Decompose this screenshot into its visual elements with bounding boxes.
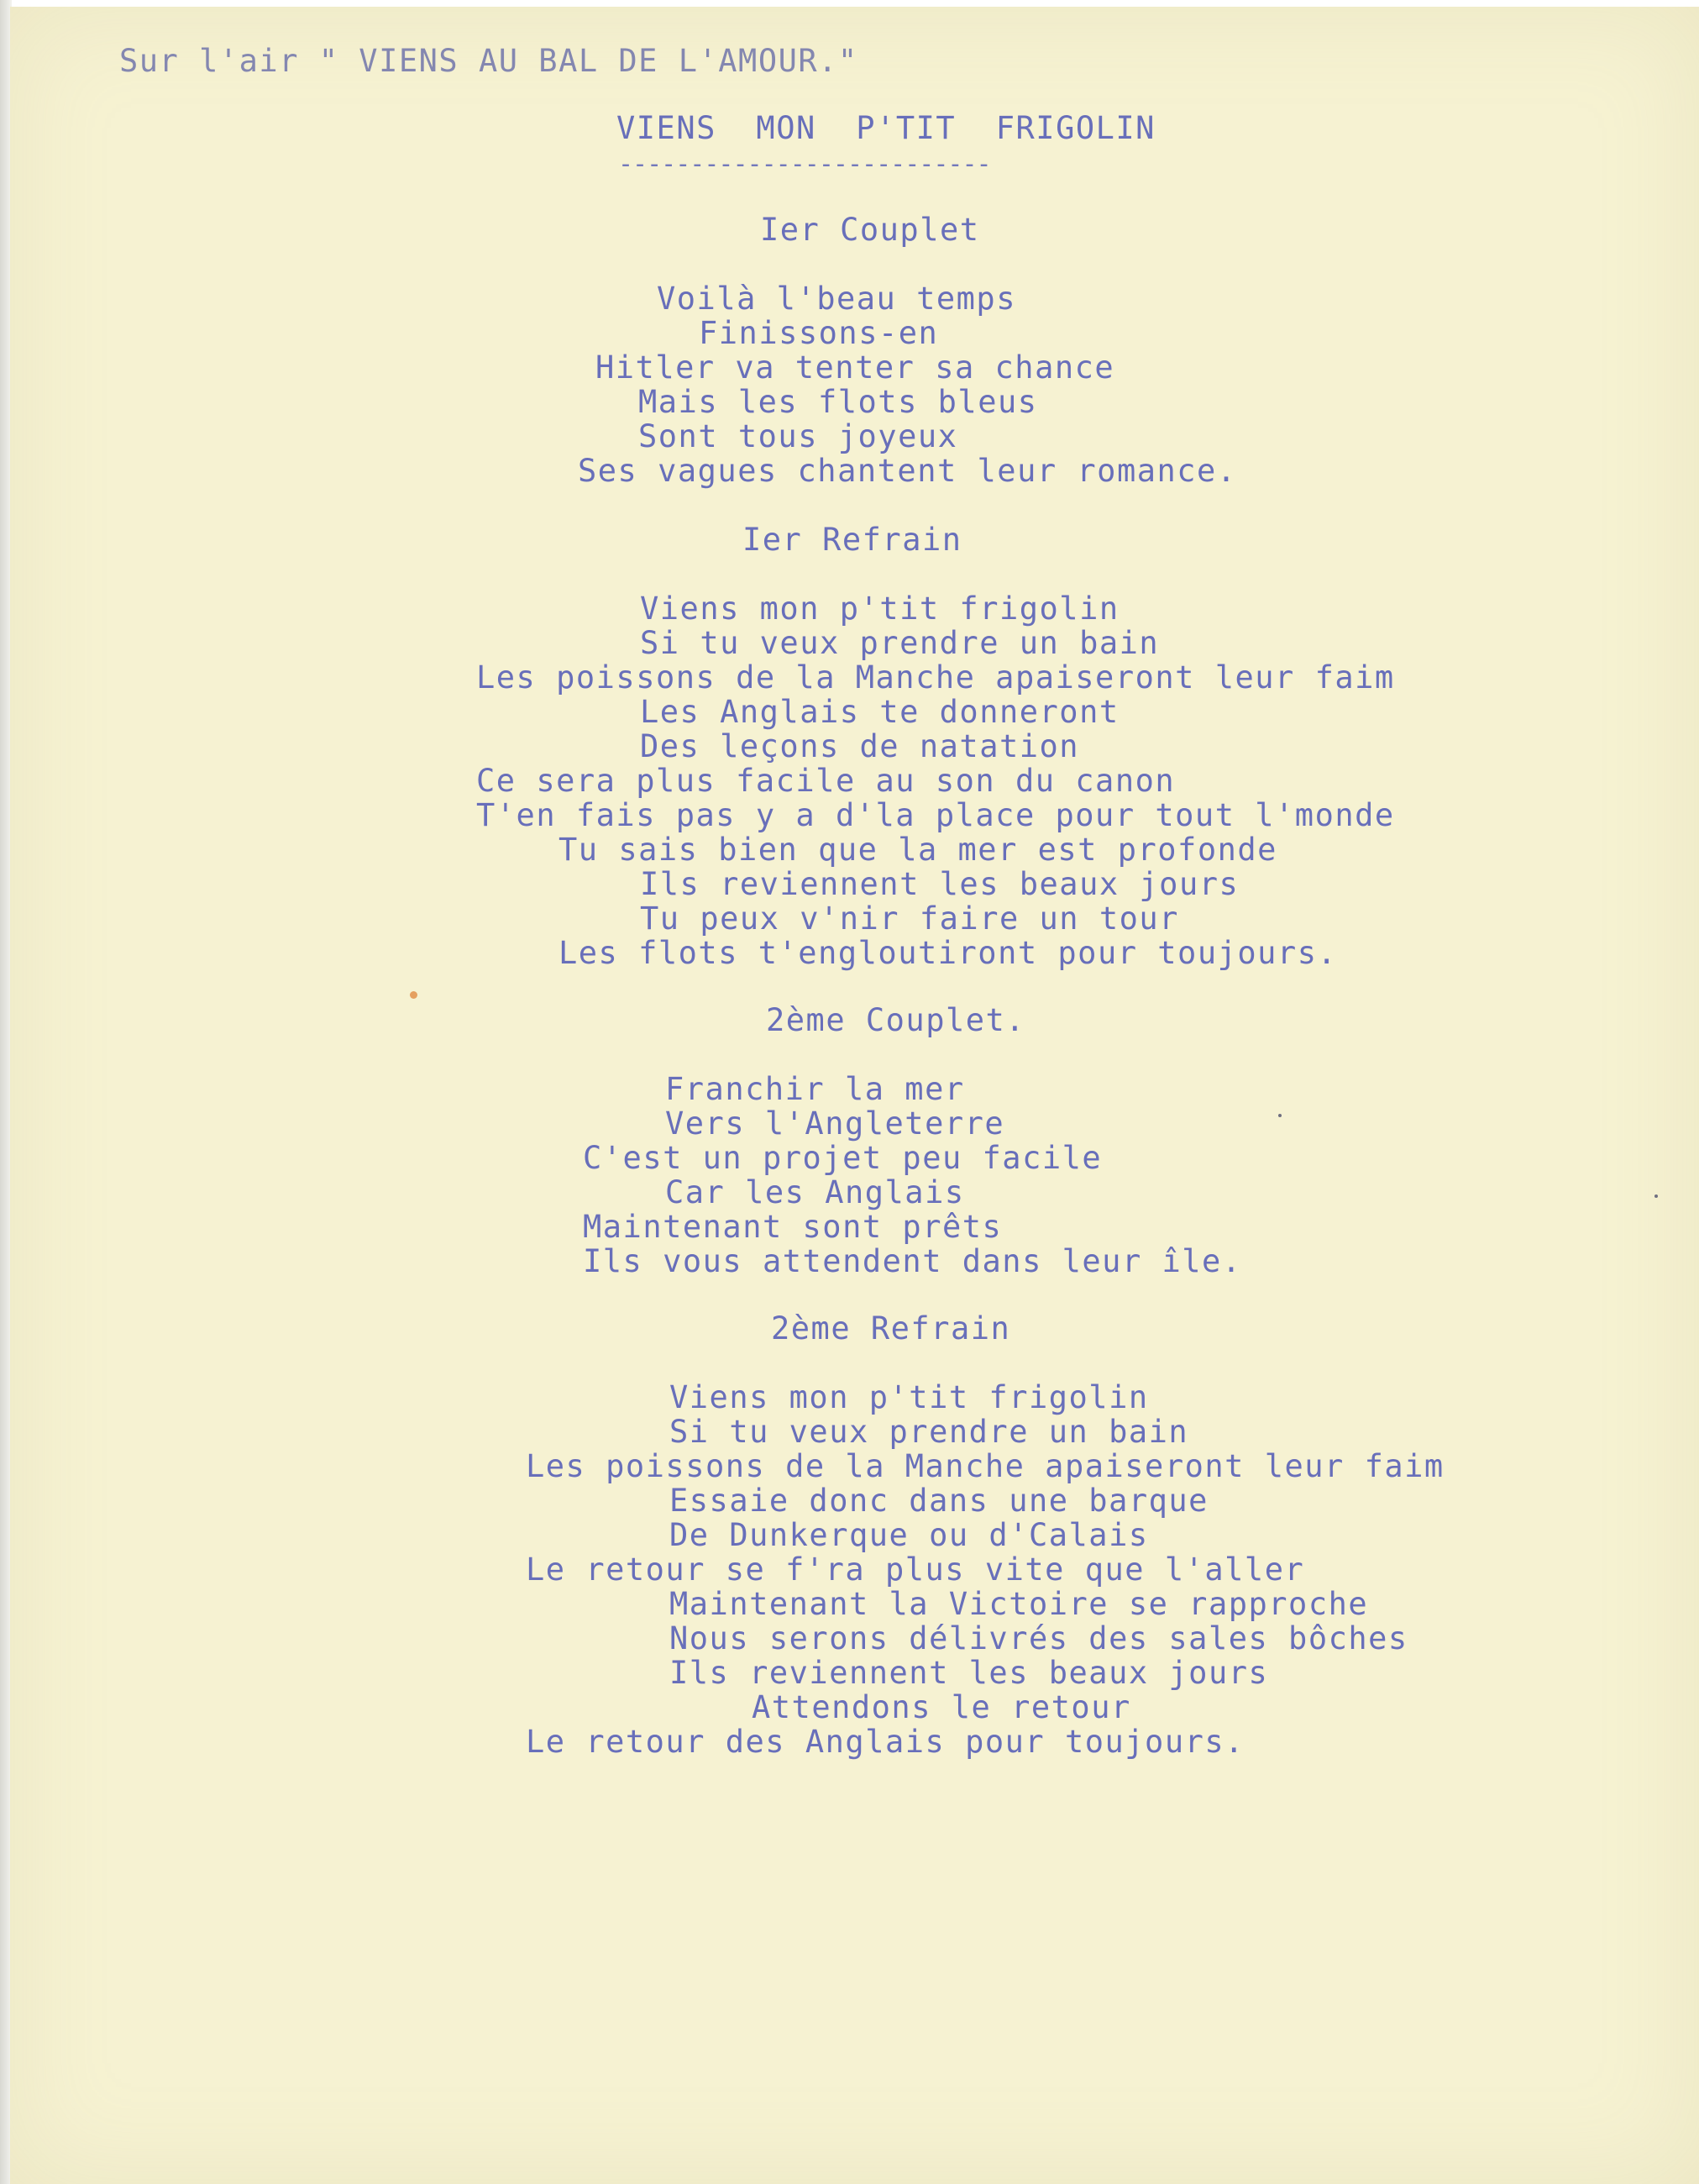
refrain-1-line: Tu sais bien que la mer est profonde [558,832,1277,868]
couplet-2-line: Franchir la mer [665,1071,965,1107]
refrain-2-line: Si tu veux prendre un bain [669,1414,1189,1450]
refrain-2-line: Attendons le retour [752,1689,1131,1725]
couplet-2-line: Ils vous attendent dans leur île. [583,1243,1242,1279]
couplet-2-line: Maintenant sont prêts [583,1209,1003,1245]
refrain-1-line: Les flots t'engloutiront pour toujours. [558,935,1338,971]
couplet-1-line: Mais les flots bleus [638,384,1038,420]
paper-speck [410,991,417,999]
refrain-2-line: Essaie donc dans une barque [669,1483,1209,1519]
couplet-2-line: Car les Anglais [665,1174,965,1210]
couplet-2-line: C'est un projet peu facile [583,1140,1103,1176]
refrain-1-line: Ils reviennent les beaux jours [640,866,1240,902]
refrain-1-line: Tu peux v'nir faire un tour [640,900,1179,937]
refrain-1-line: Des leçons de natation [640,728,1080,764]
couplet-2-line: Vers l'Angleterre [665,1105,1005,1142]
refrain-1-line: Les Anglais te donneront [640,694,1120,730]
typewritten-page [10,7,1699,2184]
couplet-1-line: Finissons-en [699,315,939,351]
refrain-2-line: Nous serons délivrés des sales bôches [669,1620,1408,1656]
couplet-2-heading: 2ème Couplet. [766,1002,1026,1038]
refrain-2-line: De Dunkerque ou d'Calais [669,1517,1149,1553]
refrain-2-line: Viens mon p'tit frigolin [669,1379,1149,1415]
refrain-2-line: Maintenant la Victoire se rapproche [669,1586,1369,1622]
paper-speck [1654,1194,1658,1198]
refrain-2-line: Les poissons de la Manche apaiseront leur faim [526,1448,1445,1484]
refrain-1-heading: Ier Refrain [742,522,962,558]
refrain-1-line: T'en fais pas y a d'la place pour tout l'monde [476,797,1395,833]
couplet-1-line: Sont tous joyeux [638,418,958,454]
refrain-1-line: Les poissons de la Manche apaiseront leur faim [476,659,1395,696]
paper-speck [1278,1114,1282,1117]
couplet-1-heading: Ier Couplet [760,212,980,248]
tune-note: Sur l'air " VIENS AU BAL DE L'AMOUR." [119,43,858,79]
refrain-2-line: Le retour se f'ra plus vite que l'aller [526,1551,1305,1588]
song-title: VIENS MON P'TIT FRIGOLIN [616,110,1156,146]
refrain-2-heading: 2ème Refrain [771,1310,1011,1347]
couplet-1-line: Ses vagues chantent leur romance. [578,453,1237,489]
title-underline: -------------------------- [618,150,991,179]
refrain-1-line: Viens mon p'tit frigolin [640,591,1120,627]
couplet-1-line: Hitler va tenter sa chance [595,349,1115,386]
refrain-1-line: Ce sera plus facile au son du canon [476,763,1176,799]
refrain-2-line: Le retour des Anglais pour toujours. [526,1724,1245,1760]
refrain-1-line: Si tu veux prendre un bain [640,625,1160,661]
couplet-1-line: Voilà l'beau temps [657,281,1016,317]
refrain-2-line: Ils reviennent les beaux jours [669,1655,1269,1691]
